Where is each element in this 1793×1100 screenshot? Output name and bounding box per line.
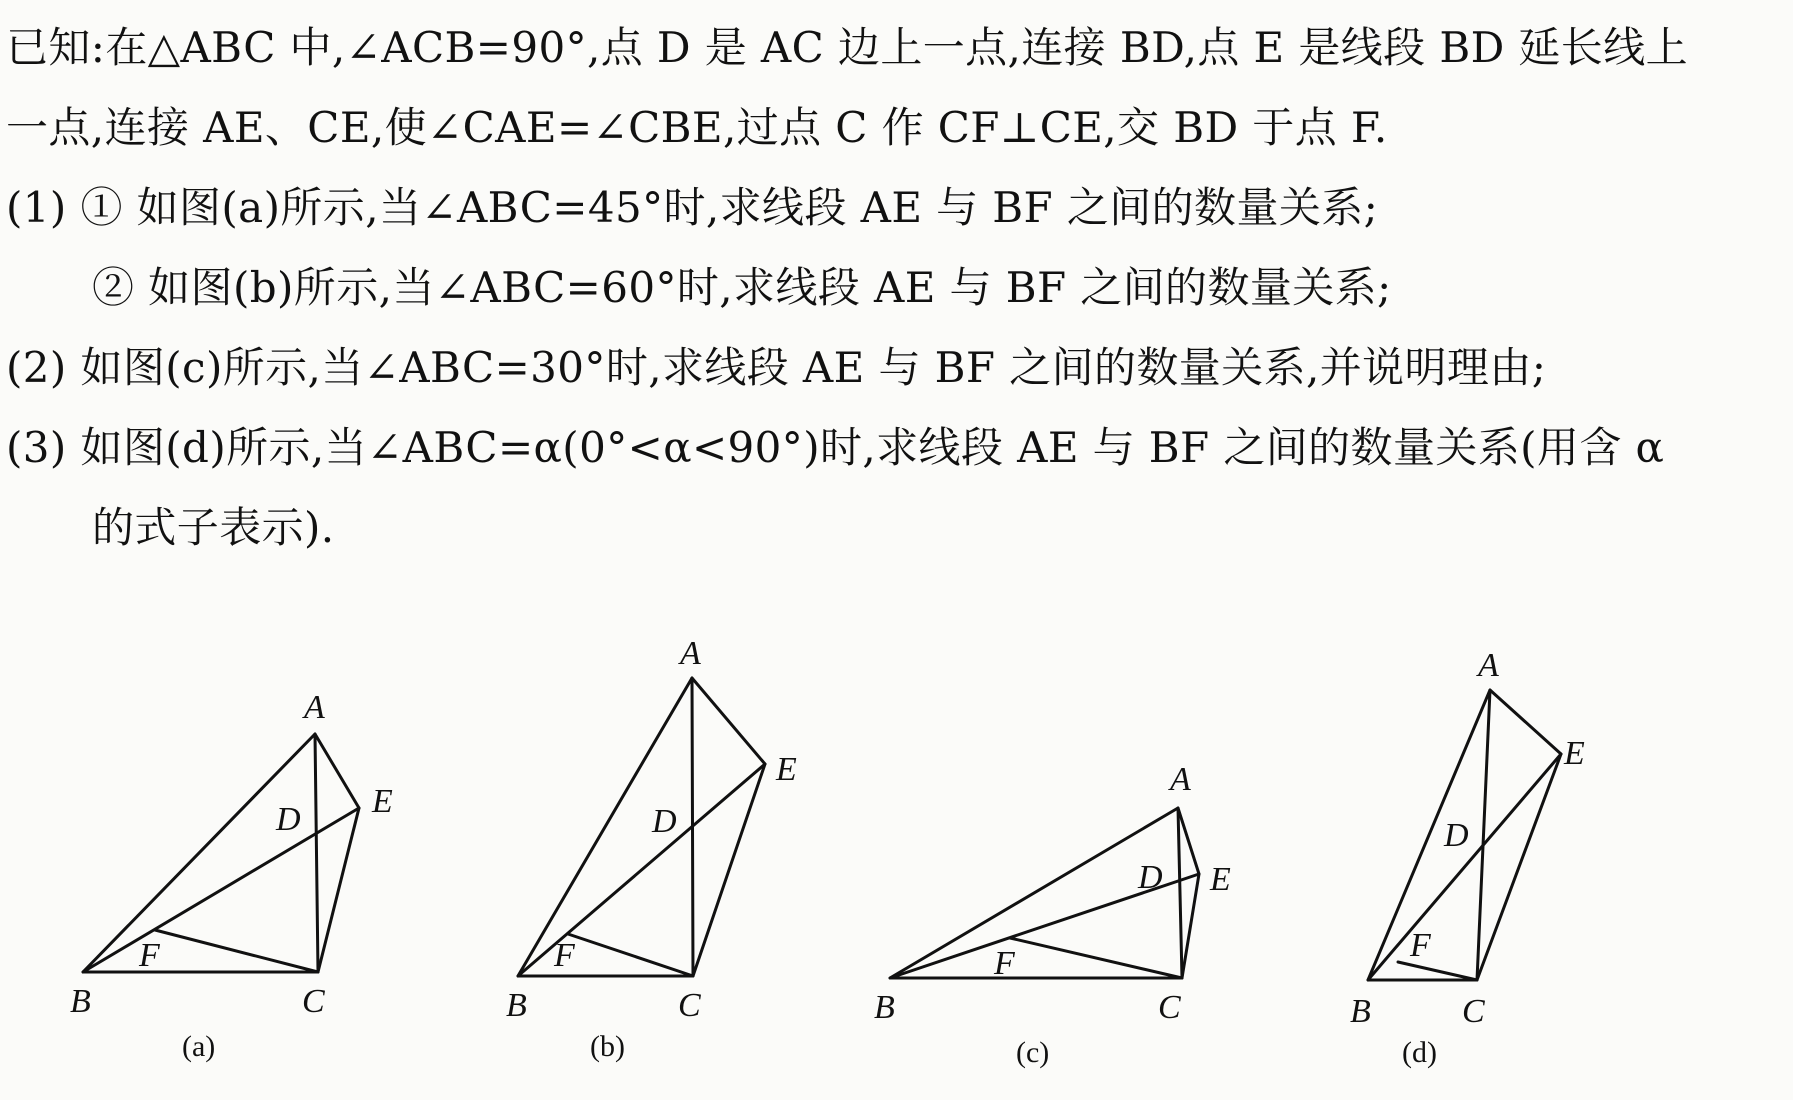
label-c-b: C	[678, 987, 701, 1024]
label-e-d: E	[1564, 735, 1585, 772]
label-d-d: D	[1444, 817, 1469, 854]
label-f-a: F	[139, 937, 160, 974]
segment-ae-b	[692, 678, 765, 764]
segment-ae-c	[1178, 808, 1199, 874]
segment-ce-d	[1477, 754, 1561, 980]
figure-c	[874, 761, 1231, 1069]
question-3: (3) 如图(d)所示,当∠ABC=α(0°<α<90°)时,求线段 AE 与 BF 之间的数量关系(用含 α	[6, 423, 1665, 472]
label-e-a: E	[372, 783, 393, 820]
question-2: (2) 如图(c)所示,当∠ABC=30°时,求线段 AE 与 BF 之间的数量关系,并说明理由;	[6, 343, 1547, 392]
label-b-a: B	[70, 983, 91, 1020]
figure-b	[506, 635, 797, 1063]
question-1-part-1: (1) ① 如图(a)所示,当∠ABC=45°时,求线段 AE 与 BF 之间的数量关系;	[6, 183, 1379, 232]
label-c-d: C	[1462, 993, 1485, 1030]
label-b-c: B	[874, 989, 895, 1026]
label-a-d: A	[1478, 647, 1499, 684]
label-b-d: B	[1350, 993, 1371, 1030]
label-e-c: E	[1210, 861, 1231, 898]
label-d-c: D	[1138, 859, 1163, 896]
segment-cf-b	[568, 934, 693, 976]
question-3-continued: 的式子表示).	[92, 503, 335, 552]
problem-line-2: 一点,连接 AE、CE,使∠CAE=∠CBE,过点 C 作 CF⊥CE,交 BD 于点 F.	[6, 103, 1388, 152]
label-c-a: C	[302, 983, 325, 1020]
caption-c: (c)	[1016, 1036, 1050, 1069]
label-a-b: A	[680, 635, 701, 672]
segment-ae-d	[1490, 690, 1561, 754]
label-a-c: A	[1170, 761, 1191, 798]
label-c-c: C	[1158, 989, 1181, 1026]
problem-line-1: 已知:在△ABC 中,∠ACB=90°,点 D 是 AC 边上一点,连接 BD,点 E 是线段 BD 延长线上	[6, 23, 1689, 72]
caption-d: (d)	[1402, 1036, 1437, 1069]
segment-cf-a	[155, 930, 318, 972]
label-f-b: F	[554, 937, 575, 974]
label-d-b: D	[652, 803, 677, 840]
segment-cf-d	[1398, 962, 1477, 980]
segment-ce-c	[1182, 874, 1199, 978]
segment-be-d	[1368, 754, 1561, 980]
label-b-b: B	[506, 987, 527, 1024]
label-a-a: A	[304, 689, 325, 726]
label-e-b: E	[776, 751, 797, 788]
segment-ae-a	[315, 734, 359, 808]
label-d-a: D	[276, 801, 301, 838]
figure-d	[1350, 647, 1585, 1069]
caption-b: (b)	[590, 1030, 625, 1063]
segment-ce-a	[318, 808, 359, 972]
question-1-part-2: ② 如图(b)所示,当∠ABC=60°时,求线段 AE 与 BF 之间的数量关系;	[92, 263, 1392, 312]
label-f-d: F	[1410, 927, 1431, 964]
label-f-c: F	[994, 945, 1015, 982]
figure-a	[70, 689, 393, 1063]
segment-cf-c	[1010, 938, 1182, 978]
caption-a: (a)	[182, 1030, 216, 1063]
